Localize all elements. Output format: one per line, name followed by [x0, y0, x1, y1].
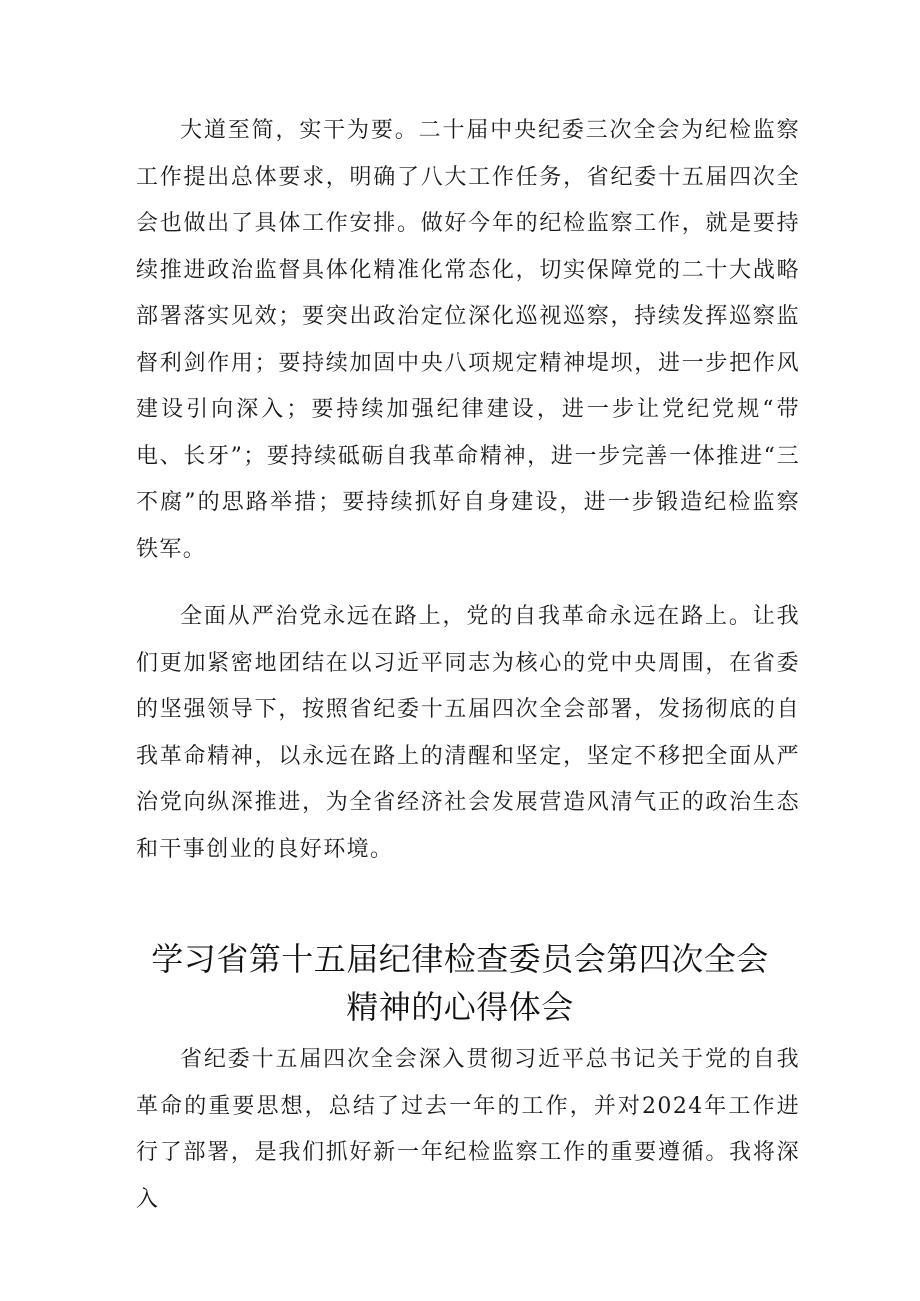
body-paragraph: 省纪委十五届四次全会深入贯彻习近平总书记关于党的自我革命的重要思想，总结了过去一年的工作，并对2024年工作进行了部署，是我们抓好新一年纪检监察工作的重要遵循。我将深入 — [136, 1047, 800, 1212]
body-paragraph: 大道至简，实干为要。二十届中央纪委三次全会为纪检监察工作提出总体要求，明确了八大工作任务，省纪委十五届四次全会也做出了具体工作安排。做好今年的纪检监察工作，就是要持续推进政治监督具体化精准化常态化，切实保障党的二十大战略部署落实见效；要突出政治定位深化巡视巡察，持续发挥巡察监督利剑作用；要持续加固中央八项规定精神堤坝，进一步把作风建设引向深入；要持续加强纪律建设，进一步让党纪党规“带电、长牙”；要持续砥砺自我革命精神，进一步完善一体推进“三不腐”的思路举措；要持续抓好自身建设，进一步锻造纪检监察铁军。 — [136, 118, 800, 562]
article-title: 学习省第十五届纪律检查委员会第四次全会精神的心得体会 — [151, 940, 769, 1026]
body-paragraph: 全面从严治党永远在路上，党的自我革命永远在路上。让我们更加紧密地团结在以习近平同志为核心的党中央周围，在省委的坚强领导下，按照省纪委十五届四次全会部署，发扬彻底的自我革命精神，以永远在路上的清醒和坚定，坚定不移把全面从严治党向纵深推进，为全省经济社会发展营造风清气正的政治生态和干事创业的良好环境。 — [136, 604, 800, 862]
